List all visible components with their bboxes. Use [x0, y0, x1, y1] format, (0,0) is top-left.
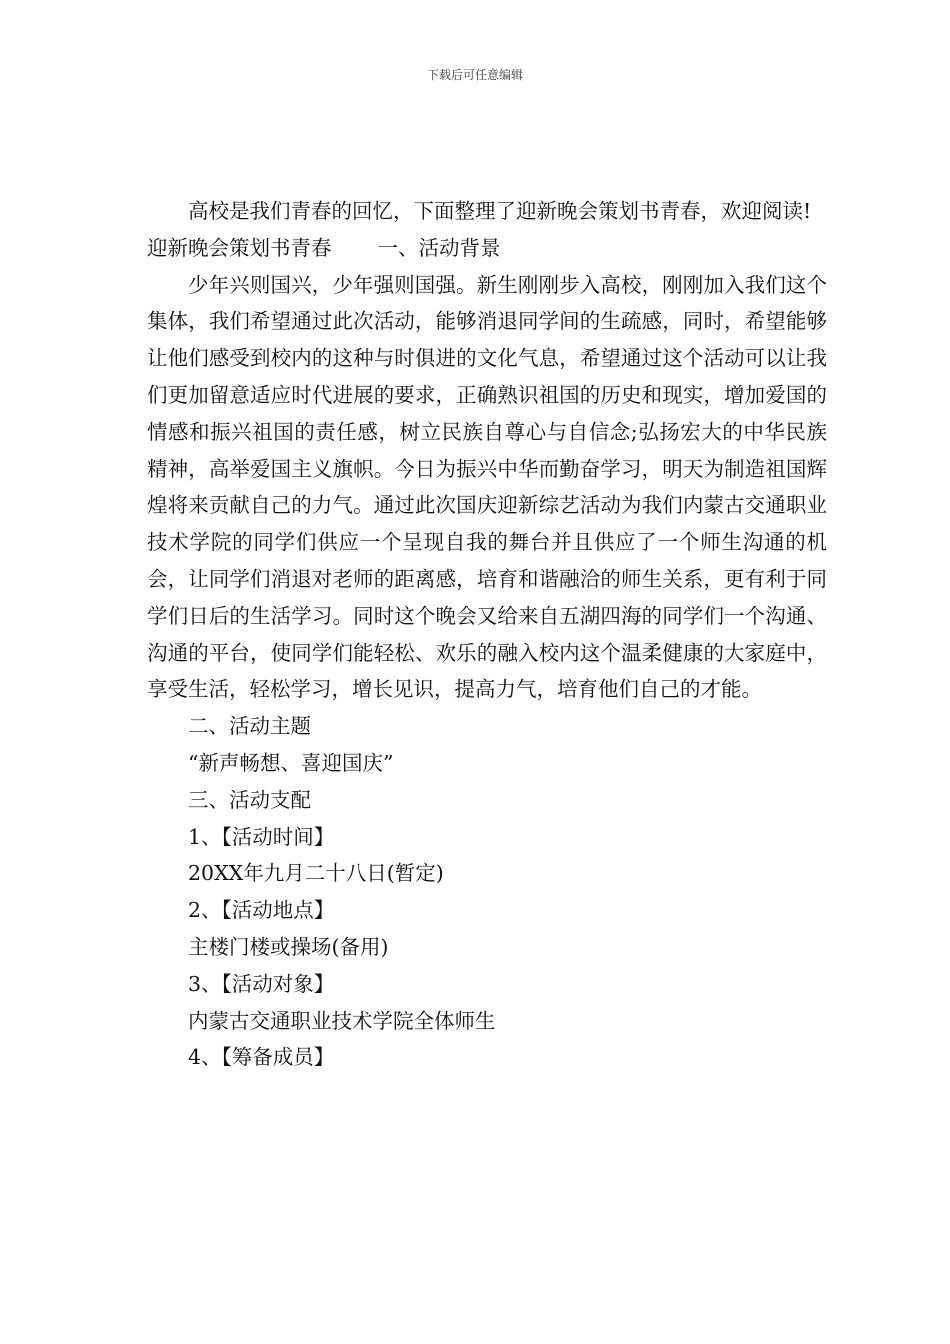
theme-text: “新声畅想、喜迎国庆”: [188, 750, 394, 775]
item-value-time: 20XX年九月二十八日(暂定): [188, 861, 444, 886]
title-line: [147, 230, 827, 267]
intro-paragraph: 高校是我们青春的回忆，下面整理了迎新晚会策划书青春，欢迎阅读!: [188, 199, 812, 223]
document-title: 迎新晚会策划书青春: [147, 235, 332, 260]
item-heading-location: 2、【活动地点】: [188, 898, 335, 923]
document-body: [147, 193, 827, 1076]
section-heading-background: 一、活动背景: [377, 235, 501, 260]
section-heading-arrangement: 三、活动支配: [188, 787, 311, 812]
item-value-location: 主楼门楼或操场(备用): [188, 934, 389, 959]
item-heading-members: 4、【筹备成员】: [188, 1045, 335, 1070]
item-heading-time: 1、【活动时间】: [188, 824, 335, 849]
background-paragraph: 少年兴则国兴，少年强则国强。新生刚刚步入高校，刚刚加入我们这个集体，我们希望通过此次活动，能够消退同学间的生疏感，同时，希望能够让他们感受到校内的这种与时俱进的文化气息，希望通过这个活动可以让我们更加留意适应时代进展的要求，正确熟识祖国的历史和现实，增加爱国的情感和振兴祖国的责任感，树立民族自尊心与自信念;弘扬宏大的中华民族精神，高举爱国主义旗帜。今日为振兴中华而勤奋学习，明天为制造祖国辉煌将来贡献自己的力气。通过此次国庆迎新综艺活动为我们内蒙古交通职业技术学院的同学们供应一个呈现自我的舞台并且供应了一个师生沟通的机会，让同学们消退对老师的距离感，培育和谐融洽的师生关系，更有利于同学们日后的生活学习。同时这个晚会又给来自五湖四海的同学们一个沟通、沟通的平台，使同学们能轻松、欢乐的融入校内这个温柔健康的大家庭中，享受生活，轻松学习，增长见识，提高力气，培育他们自己的才能。: [147, 272, 827, 702]
item-value-audience: 内蒙古交通职业技术学院全体师生: [188, 1008, 496, 1033]
page-header: 下载后可任意编辑: [426, 68, 523, 82]
section-heading-theme: 二、活动主题: [188, 714, 311, 739]
item-heading-audience: 3、【活动对象】: [188, 971, 335, 996]
